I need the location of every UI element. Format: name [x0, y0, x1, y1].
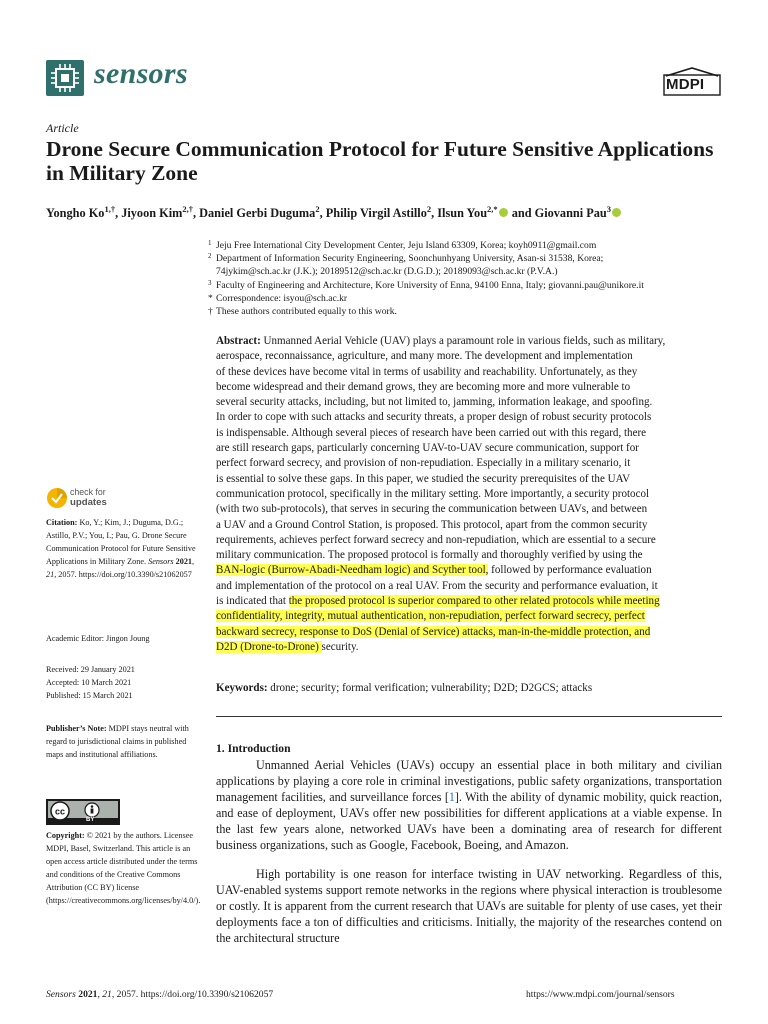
affiliation-line: Faculty of Engineering and Architecture, Kore University of Enna, 94100 Enna, Italy; giovanni.pau@unikore.it	[216, 280, 644, 291]
abstract-label: Abstract:	[216, 335, 261, 347]
abstract-line: military communication. The proposed protocol is formally and thoroughly verified by using the	[216, 549, 643, 562]
abstract-line	[216, 334, 722, 349]
abstract	[216, 334, 722, 655]
affiliation-mark: *	[208, 293, 213, 304]
orcid-icon[interactable]	[499, 208, 508, 217]
author-name: Ilsun You	[437, 206, 488, 221]
author-sep: ,	[193, 206, 200, 221]
affiliation-line: Jeju Free International City Development Center, Jeju Island 63309, Korea; koyh0911@gmail.com	[216, 240, 597, 251]
abstract-line: of these devices have become vital in terms of usability and reachability. Unfortunately, as they	[216, 365, 638, 378]
highlighted-text: D2D (Drone-to-Drone)	[216, 640, 322, 653]
citation-doi[interactable]: , 2057. https://doi.org/10.3390/s21062057	[54, 570, 192, 580]
citation-volume: 21	[46, 570, 55, 580]
author-name: Daniel Gerbi Duguma	[199, 206, 316, 221]
author-sup: 1,†	[104, 204, 116, 214]
affiliation-line: Department of Information Security Engineering, Soonchunhyang University, Asan-si 31538, Korea;	[216, 253, 604, 264]
keywords-text: drone; security; formal verification; vulnerability; D2D; D2GCS; attacks	[267, 682, 593, 694]
author-sep: ,	[319, 206, 326, 221]
correspondence	[208, 293, 726, 306]
affiliation-3	[208, 279, 726, 293]
abstract-line: become widespread and their demand grows, they are becoming more and more vulnerable to	[216, 380, 631, 393]
abstract-line	[216, 640, 722, 655]
intro-paragraph-1	[216, 758, 722, 853]
publishers-note-label: Publisher’s Note:	[46, 724, 107, 733]
abstract-line: is essential to solve these gaps. In this paper, we studied the security prerequisites of the UAV	[216, 472, 631, 485]
footer-volume: 21	[102, 989, 112, 1000]
abstract-line: requirements, achieves perfect forward secrecy and non-repudiation, which are essential to a secure	[216, 533, 656, 546]
footer-journal: Sensors	[46, 989, 76, 1000]
publishers-note	[46, 722, 198, 761]
abstract-text: followed by performance evaluation	[488, 564, 652, 577]
footer-year: 2021	[78, 989, 98, 1000]
abstract-line	[216, 625, 722, 640]
author-sep: ,	[115, 206, 122, 221]
accepted-date: Accepted: 10 March 2021	[46, 678, 132, 687]
updates-label: updates	[70, 497, 107, 508]
author-name: Giovanni Pau	[534, 206, 607, 221]
received-date: Received: 29 January 2021	[46, 665, 135, 674]
author-sup: 2	[315, 204, 320, 214]
copyright-text: © 2021 by the authors. Licensee MDPI, Basel, Switzerland. This article is an open access article distributed under the terms and conditions of the Creative Commons Attribution (CC BY) license (https://creativecommons.org/licenses/by/4.0/).	[46, 831, 201, 906]
copyright-label: Copyright:	[46, 831, 85, 840]
citation-text: Ko, Y.; Kim, J.; Duguma, D.G.; Astillo, P.V.; You, I.; Pau, G. Drone Secure Communication Protocol for Future Sensitive Applications in Military Zone.	[46, 518, 196, 567]
abstract-text: Unmanned Aerial Vehicle (UAV) plays a paramount role in various fields, such as military,	[260, 335, 666, 347]
citation-journal: Sensors	[148, 557, 174, 567]
author-sup: 2,*	[487, 204, 498, 214]
svg-text:cc: cc	[54, 806, 66, 817]
highlighted-text: BAN-logic (Burrow-Abadi-Needham logic) and Scyther tool,	[216, 564, 489, 577]
section-divider	[216, 716, 722, 717]
keywords-label: Keywords:	[216, 682, 268, 694]
copyright-notice	[46, 829, 201, 908]
abstract-line: is indispensable. Although several pieces of research have been carried out with this regard, there	[216, 426, 647, 439]
affiliation-2	[208, 252, 726, 279]
affiliation-line: 74jykim@sch.ac.kr (J.K.); 20189512@sch.ac.kr (D.G.D.); 20189093@sch.ac.kr (P.V.A.)	[216, 265, 558, 277]
author-name: Yongho Ko	[46, 206, 105, 221]
mdpi-logo	[662, 66, 722, 96]
abstract-line	[216, 609, 722, 624]
published-date: Published: 15 March 2021	[46, 691, 133, 700]
highlighted-text: confidentiality, integrity, mutual authentication, non-repudiation, perfect forward secrecy, perfect	[216, 610, 645, 623]
highlighted-text: backward secrecy, response to DoS (Denial of Service) attacks, man-in-the-middle protection, and	[216, 625, 651, 638]
intro-paragraph-2: High portability is one reason for interface twisting in UAV networking. Regardless of this, UAV-enabled systems support remote networks in the regions where physical interaction is troublesome or costly. It is apparent from the current research that UAVs are suitable for plenty of use cases, yet their deployments face a ton of difficulties and criticisms. Initially, the majority of the researches contend on the architectural structure	[216, 867, 722, 945]
abstract-line	[216, 594, 722, 609]
footer-citation: Sensors 2021, 21, 2057. https://doi.org/10.3390/s21062057	[46, 989, 274, 1000]
abstract-line: communication protocol, specifically in the military setting. More importantly, a security protocol	[216, 487, 650, 500]
mdpi-logo-text: MDPI	[666, 76, 705, 93]
affiliation-mark: 1	[208, 239, 212, 247]
author-sup: 2,†	[182, 204, 193, 214]
affiliation-mark: 2	[208, 252, 212, 260]
author-sup: 3	[606, 204, 612, 214]
publishers-note-text: MDPI stays neutral with regard to jurisdictional claims in published maps and institutional affiliations.	[46, 724, 189, 760]
abstract-line: a UAV and a Ground Control Station, is proposed. This protocol, apart from the common security	[216, 518, 648, 531]
abstract-line: perfect forward secrecy, and provision of non-repudiation. Especially in a military scenario, it	[216, 457, 631, 470]
citation-year: 2021	[175, 557, 193, 567]
paper-title: Drone Secure Communication Protocol for Future Sensitive Applications in Military Zone	[46, 137, 714, 185]
citation-link[interactable]: 1	[448, 789, 455, 804]
abstract-line: several security attacks, including, but not limited to, jamming, information leakage, and spoofing.	[216, 396, 653, 409]
author-sup: 2	[426, 204, 432, 214]
affiliation-line: Correspondence: isyou@sch.ac.kr	[216, 293, 348, 304]
intro-text: Unmanned Aerial Vehicles (UAVs) occupy an essential place in both military and civilian applications by playing a core role in criminal investigations, public safety organizations, transportation management facilities, and surveillance forces [	[216, 758, 722, 804]
check-for-label: check for	[70, 487, 106, 497]
journal-logo-icon	[46, 60, 84, 96]
orcid-icon[interactable]	[612, 208, 621, 217]
abstract-line: and implementation of the protocol on a real UAV. From the security and performance evaluation, it	[216, 579, 658, 592]
article-type-label: Article	[46, 121, 79, 135]
journal-name: sensors	[94, 57, 188, 90]
intro-text: ]. With the ability of dynamic mobility, quick reaction, and ease of deployment, UAVs offer new possibilities for different applications at a viable expense. In the last few years alone, networked UAVs have been a dominating area of research for different business organizations, such as Google, Facebook, Boeing, and Amazon.	[216, 789, 722, 852]
abstract-line: aerospace, reconnaissance, agriculture, and many more. The development and implementation	[216, 350, 633, 363]
abstract-text: is indicated that	[216, 595, 289, 608]
citation-label: Citation:	[46, 518, 78, 527]
academic-editor: Academic Editor: Jingon Joung	[46, 634, 150, 643]
affiliation-mark: 3	[208, 279, 212, 287]
affiliation-line: These authors contributed equally to this work.	[216, 306, 397, 317]
author-list	[46, 204, 736, 221]
footer-doi[interactable]: , 2057. https://doi.org/10.3390/s21062057	[111, 989, 274, 1000]
equal-contribution-note	[208, 306, 726, 319]
abstract-line: In order to cope with such attacks and security threats, a proper design of robust security protocols	[216, 411, 652, 424]
author-sep: ,	[431, 206, 438, 221]
check-for-updates-badge[interactable]	[46, 486, 146, 514]
cc-by-license-icon[interactable]	[46, 799, 120, 825]
affiliation-mark: †	[208, 306, 213, 317]
section-heading: 1. Introduction	[216, 742, 291, 755]
abstract-line	[216, 563, 722, 578]
footer-journal-url[interactable]: https://www.mdpi.com/journal/sensors	[526, 989, 675, 1000]
keywords	[216, 682, 722, 694]
abstract-line: (with two sub-protocols), that serves in securing the communication between UAVs, and between	[216, 503, 648, 516]
citation-block: Citation: Ko, Y.; Kim, J.; Duguma, D.G.; Astillo, P.V.; You, I.; Pau, G. Drone Secure Communication Protocol for Future Sensitive Applications in Military Zone. Sensors 2021, 21, 2057. https://doi.org/10.3390/s21062057	[46, 518, 196, 580]
cc-by-label: BY	[86, 817, 95, 823]
abstract-text: security.	[321, 640, 359, 653]
author-name: Philip Virgil Astillo	[325, 206, 427, 221]
author-sep: and	[508, 206, 535, 221]
abstract-line: are still research gaps, particularly concerning UAV-to-UAV secure communication, support for	[216, 442, 639, 455]
author-name: Jiyoon Kim	[121, 206, 183, 221]
affiliation-1	[208, 239, 726, 253]
check-for-updates-icon	[46, 486, 68, 510]
highlighted-text: the proposed protocol is superior compared to other related protocols while meeting	[288, 595, 660, 608]
